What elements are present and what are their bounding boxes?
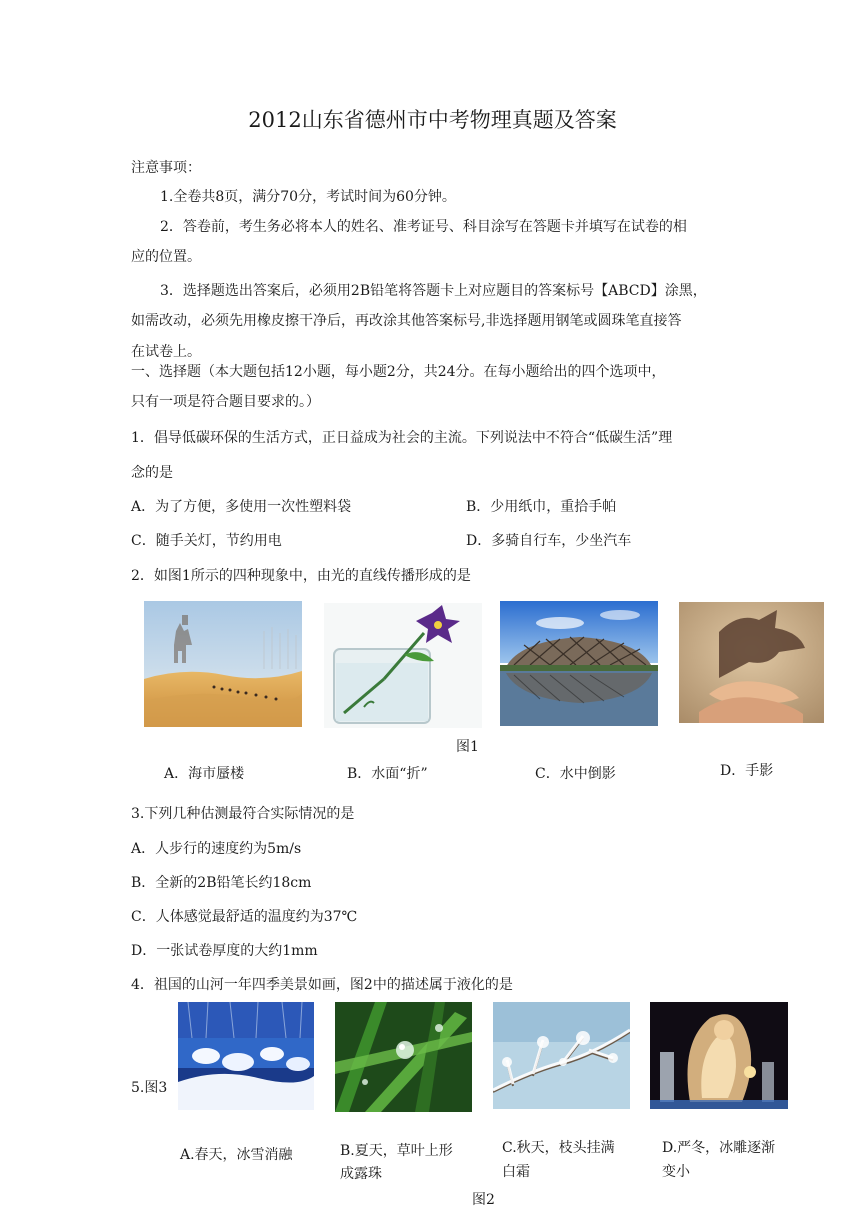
notice-heading: 注意事项： [131,160,201,176]
dew-grass-photo [335,1002,472,1112]
flower-glass-photo [324,603,482,728]
page-title: 2012山东省德州市中考物理真题及答案 [248,108,617,132]
question-stem: 4．祖国的山河一年四季美景如画，图2中的描述属于液化的是 [131,977,513,993]
figure-caption: D.严冬，冰雕逐渐 [662,1140,776,1156]
figure-caption: 变小 [662,1164,690,1180]
melting-snow-photo [178,1002,314,1110]
option-a: A．人步行的速度约为5m/s [131,841,302,857]
figure-caption: 白霜 [502,1164,530,1180]
figure-caption: A.春天，冰雪消融 [180,1147,293,1163]
ice-sculpture-photo [650,1002,788,1109]
section-heading: 一、选择题（本大题包括12小题，每小题2分，共24分。在每小题给出的四个选项中， [131,364,666,380]
frost-branch-photo [493,1002,630,1109]
question-stem: 2．如图1所示的四种现象中，由光的直线传播形成的是 [131,568,471,584]
option-a: A．为了方便，多使用一次性塑料袋 [131,499,352,515]
option-b: B．少用纸巾，重拾手帕 [466,499,617,515]
question-stem: 念的是 [131,465,173,481]
notice-line: 1.全卷共8页，满分70分，考试时间为60分钟。 [160,189,456,205]
question-stem: 1．倡导低碳环保的生活方式，正日益成为社会的主流。下列说法中不符合“低碳生活”理 [131,430,673,446]
figure-side-label: 5.图3 [131,1080,168,1096]
figure-caption: C．水中倒影 [535,766,616,782]
option-c: C．随手关灯，节约用电 [131,533,282,549]
option-d: D．一张试卷厚度的大约1mm [131,943,318,959]
figure-caption: B.夏天，草叶上形 [340,1143,453,1159]
notice-line: 如需改动，必须先用橡皮擦干净后，再改涂其他答案标号,非选择题用钢笔或圆珠笔直接答 [131,313,682,329]
hand-shadow-photo [679,602,824,723]
option-c: C．人体感觉最舒适的温度约为37℃ [131,909,358,925]
notice-line: 2．答卷前，考生务必将本人的姓名、准考证号、科目涂写在答题卡并填写在试卷的相 [160,219,687,235]
notice-line: 应的位置。 [131,249,201,265]
notice-line: 3．选择题选出答案后，必须用2B铅笔将答题卡上对应题目的答案标号【ABCD】涂黑， [160,283,707,299]
mirage-photo [144,601,302,727]
section-heading: 只有一项是符合题目要求的。） [131,394,320,410]
figure-caption: B．水面“折” [347,766,428,782]
question-stem: 3.下列几种估测最符合实际情况的是 [131,806,355,822]
option-d: D．多骑自行车，少坐汽车 [466,533,632,549]
option-b: B．全新的2B铅笔长约18cm [131,875,312,891]
figure-caption: D．手影 [720,763,774,779]
figure-caption: 成露珠 [340,1166,382,1182]
notice-line: 在试卷上。 [131,344,201,360]
figure-label: 图1 [456,739,479,755]
stadium-reflection-photo [500,601,658,726]
figure-caption: A．海市蜃楼 [164,766,245,782]
figure-label: 图2 [472,1192,495,1208]
figure-caption: C.秋天，枝头挂满 [502,1140,615,1156]
